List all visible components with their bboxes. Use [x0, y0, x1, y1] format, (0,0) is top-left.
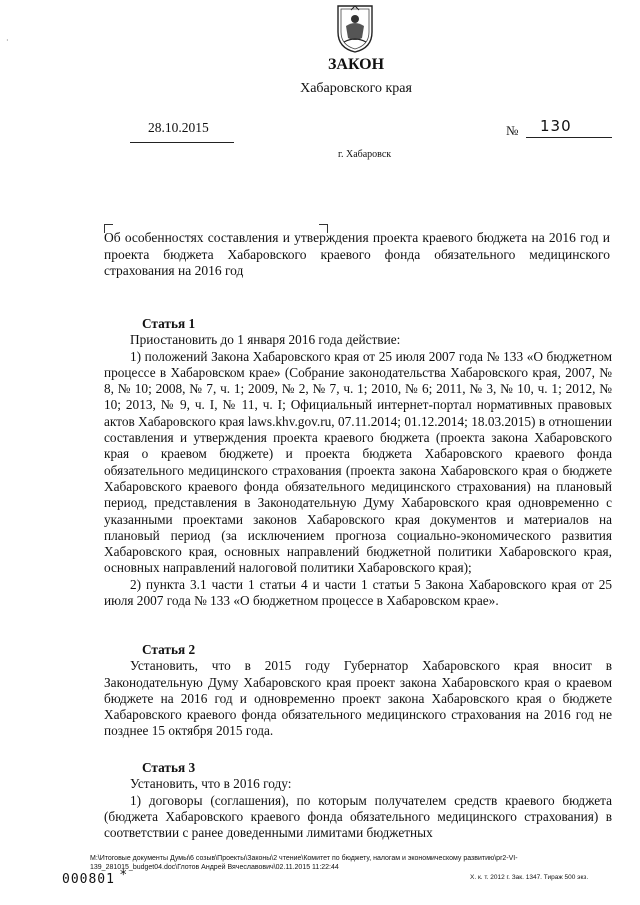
number-label: № [506, 123, 519, 138]
print-info: Х. к. т. 2012 г. Зак. 1347. Тираж 500 экз. [470, 874, 589, 881]
document-date: 28.10.2015 [148, 120, 209, 135]
file-path-footer: M:\Итоговые документы Думы\6 созыв\Проекты\Законы\2 чтение\Комитет по бюджету, налогам и экономическому развитию\pr2-VI-139_281015_budget04.doc\Глотов Андрей Вячеславович\02.11.2015 11:22:44 [90, 855, 518, 871]
coat-of-arms-icon [330, 2, 380, 54]
asterisk-mark: * [120, 868, 127, 883]
article-3-item-1: 1) договоры (соглашения), по которым получателем средств краевого бюджета (бюджета Хабаровского краевого фонда обязательного медицинского страхования) в соответствии с ранее доведенными лимитами бюджетных [104, 792, 612, 841]
article-2-text: Установить, что в 2015 году Губернатор Хабаровского края вносит в Законодательную Думу Хабаровского края проект закона Хабаровского края о краевом бюджете на 2016 год и одновременно проект закона Хабаровского края о бюджете Хабаровского краевого фонда обязательного медицинского страхования на 2016 год не позднее 15 октября 2015 года. [104, 658, 612, 739]
article-3-title: Статья 3 [142, 760, 196, 775]
document-subtitle: Хабаровского края [300, 81, 412, 96]
article-1-item-2: 2) пункта 3.1 части 1 статьи 4 и части 1 статьи 5 Закона Хабаровского края от 25 июля 2007 года № 133 «О бюджетном процессе в Хабаровском крае». [104, 576, 612, 609]
article-1 [104, 316, 612, 609]
city-name: г. Хабаровск [338, 149, 392, 160]
article-1-item-1: 1) положений Закона Хабаровского края от 25 июля 2007 года № 133 «О бюджетном процессе в Хабаровском крае» (Собрание законодательства Хабаровского края, 2007, № 8, № 10; 2008, № 7, ч. 1; 2009, № 2, № 7, ч. 1; 2010, № 6; 2011, № 3, № 10, ч. 1; 2012, № 10; 2013, № 9, ч. I, № 11, ч. I; Официальный интернет-портал нормативных правовых актов Хабаровского края laws.khv.gov.ru, 07.11.2014; 01.12.2014; 18.03.2015) в отношении составления и утверждения проекта краевого бюджета (проекта закона Хабаровского края о краевом бюджете) и проекта бюджета Хабаровского краевого фонда обязательного медицинского страхования (проекта закона Хабаровского края о бюджете Хабаровского краевого фонда обязательного медицинского страхования) на плановый период, представления в Законодательную Думу Хабаровского края одновременно с указанными проектами законов Хабаровского края документов и материалов на плановый период (за исключением прогноза социально-экономического развития Хабаровского края, основных направлений бюджетной политики Хабаровского края, основных направлений налоговой политики Хабаровского края); [104, 348, 612, 576]
document-title: ЗАКОН [327, 56, 385, 73]
law-heading: Об особенностях составления и утверждения проекта краевого бюджета на 2016 год и проекта бюджета Хабаровского краевого фонда обязательного медицинского страхования на 2016 год [104, 230, 610, 278]
registration-number: 000801 [62, 872, 115, 887]
article-2-title: Статья 2 [142, 642, 196, 657]
article-1-title: Статья 1 [142, 316, 196, 331]
article-2 [104, 642, 612, 740]
article-3-intro: Установить, что в 2016 году: [130, 776, 292, 792]
article-1-intro: Приостановить до 1 января 2016 года действие: [130, 332, 401, 348]
date-underline [130, 142, 234, 143]
scan-speck: · [6, 36, 9, 45]
article-3 [104, 760, 612, 841]
document-number: 130 [540, 117, 572, 135]
number-underline [526, 137, 612, 138]
